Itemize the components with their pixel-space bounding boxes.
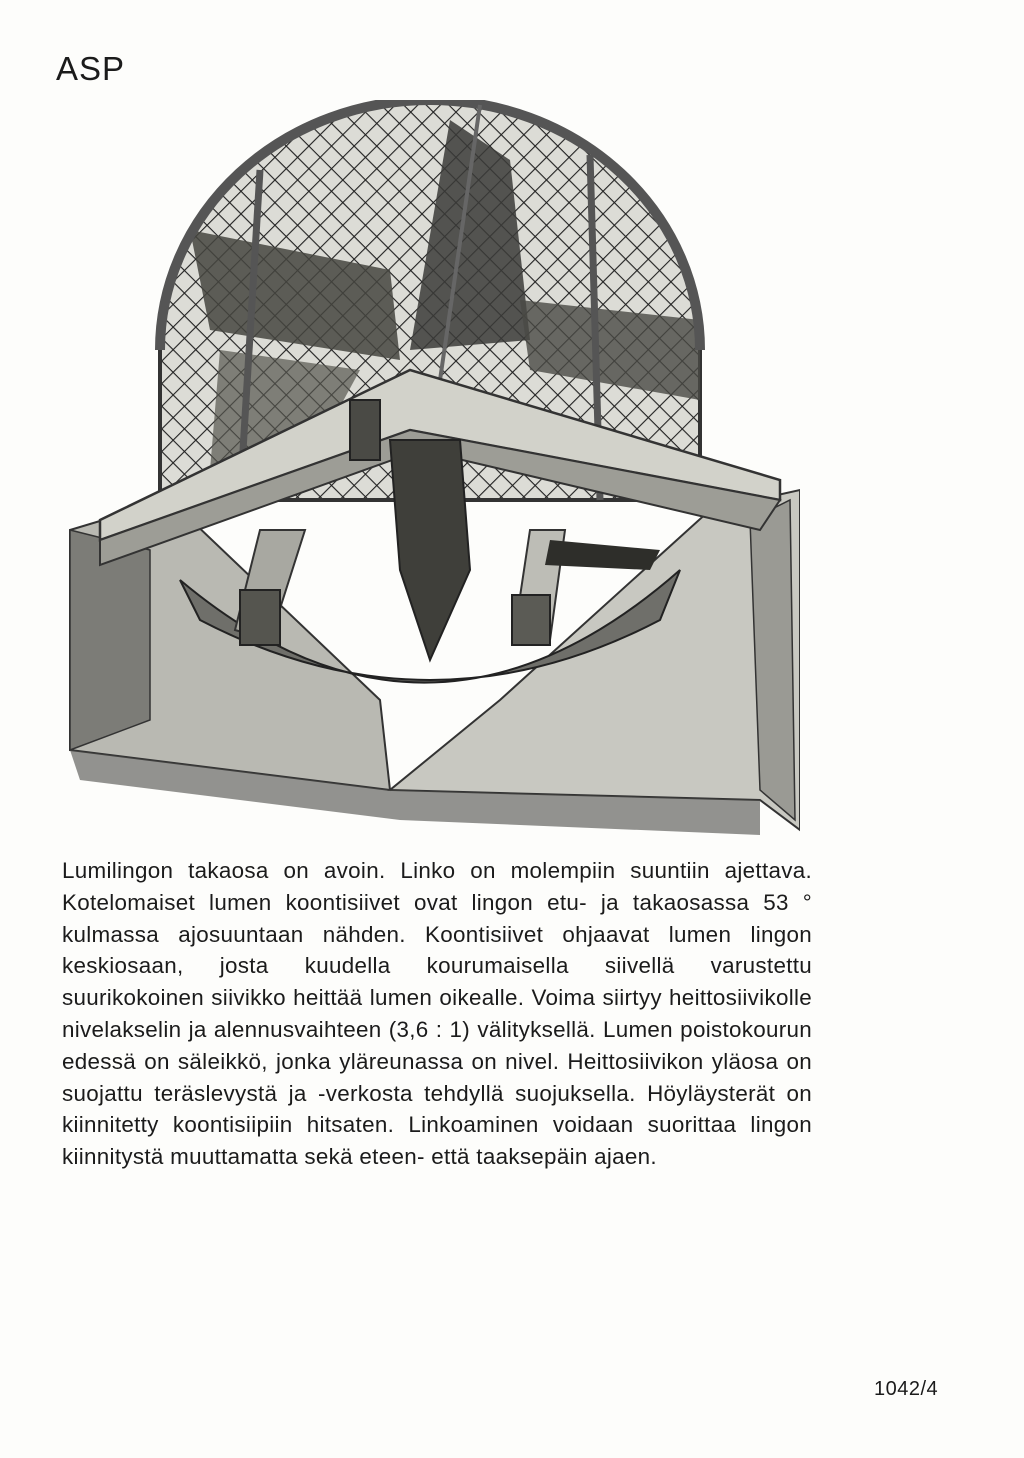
caption-paragraph: Lumilingon takaosa on avoin. Linko on molempiin suuntiin ajettava. Kotelomaiset lumen koontisiivet ovat lingon etu- ja takaosassa 53 ° kulmassa ajosuuntaan nähden. Koontisiivet ohjaavat lumen lingon keskiosaan, josta kuudella kourumaisella siivellä varustettu suurikokoinen siivikko heittää lumen oikealle. Voima siirtyy heittosiivikolle nivelakselin ja alennusvaihteen (3,6 : 1) välityksellä. Lumen poistokourun edessä on säleikkö, jonka yläreunassa on nivel. Heittosiivikon yläosa on suojattu teräslevystä ja -verkosta tehdyllä suojuksella. Höyläysterät on kiinnitetty koontisiipiin hitsaten. Linkoaminen voidaan suorittaa lingon kiinnitystä muuttamatta sekä eteen- että taaksepäin ajaen. bbox=[62, 858, 812, 1170]
snowplow-photo bbox=[60, 100, 800, 840]
document-header-code: ASP bbox=[56, 50, 126, 87]
caption-text bbox=[62, 855, 812, 1173]
page-number: 1042/4 bbox=[874, 1378, 939, 1400]
